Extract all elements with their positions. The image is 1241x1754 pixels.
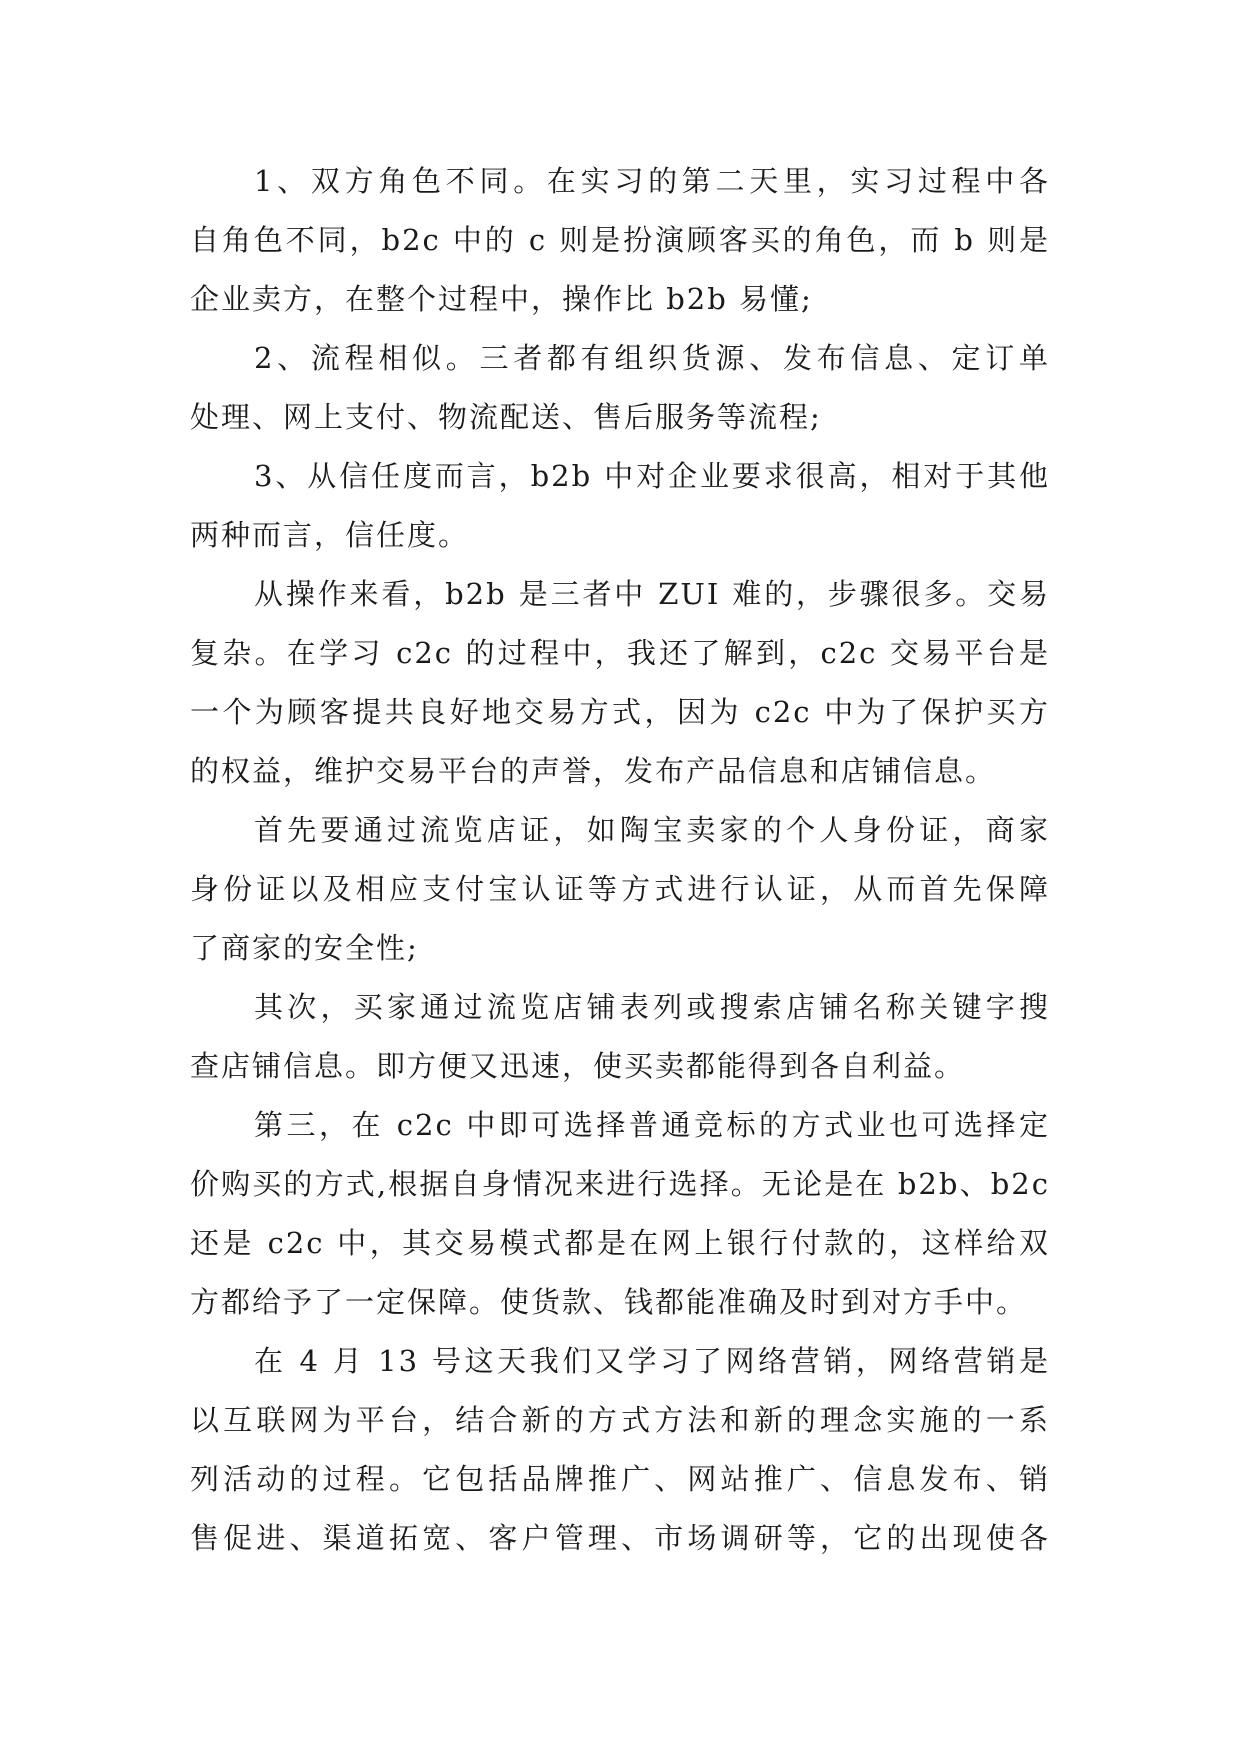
text-line: 查店铺信息。即方便又迅速，使买卖都能得到各自利益。 <box>190 1049 966 1083</box>
text-line: 从操作来看，b2b 是三者中 ZUI 难的，步骤很多。交易 <box>254 577 1050 611</box>
text-line: 还是 c2c 中，其交易模式都是在网上银行付款的，这样给双 <box>190 1226 1050 1260</box>
text-line: 首先要通过流览店证，如陶宝卖家的个人身份证，商家 <box>254 813 1050 847</box>
text-line: 以互联网为平台，结合新的方式方法和新的理念实施的一系 <box>190 1403 1050 1437</box>
paragraph-first <box>190 801 1050 978</box>
text-line: 在 4 月 13 号这天我们又学习了网络营销，网络营销是 <box>254 1344 1050 1378</box>
text-line: 其次，买家通过流览店铺表列或搜索店铺名称关键字搜 <box>254 990 1050 1024</box>
paragraph-third <box>190 1096 1050 1332</box>
paragraph-network-marketing <box>190 1332 1050 1568</box>
paragraph-trust <box>190 447 1050 565</box>
text-line: 自角色不同，b2c 中的 c 则是扮演顾客买的角色，而 b 则是 <box>190 223 1050 257</box>
text-line: 价购买的方式,根据自身情况来进行选择。无论是在 b2b、b2c <box>190 1167 1050 1201</box>
text-line: 的权益，维护交易平台的声誉，发布产品信息和店铺信息。 <box>190 754 997 788</box>
text-line: 售促进、渠道拓宽、客户管理、市场调研等，它的出现使各 <box>190 1521 1050 1555</box>
paragraph-second <box>190 978 1050 1096</box>
text-line: 列活动的过程。它包括品牌推广、网站推广、信息发布、销 <box>190 1462 1050 1496</box>
text-line: 方都给予了一定保障。使货款、钱都能准确及时到对方手中。 <box>190 1285 1028 1319</box>
paragraph-process-similar <box>190 329 1050 447</box>
paragraph-roles-differ <box>190 152 1050 329</box>
text-line: 复杂。在学习 c2c 的过程中，我还了解到，c2c 交易平台是 <box>190 636 1050 670</box>
document-body <box>190 152 1050 1568</box>
text-line: 两种而言，信任度。 <box>190 518 470 552</box>
text-line: 了商家的安全性; <box>190 931 419 965</box>
text-line: 处理、网上支付、物流配送、售后服务等流程; <box>190 400 822 434</box>
text-line: 1、双方角色不同。在实习的第二天里，实习过程中各 <box>254 164 1050 198</box>
text-line: 3、从信任度而言，b2b 中对企业要求很高，相对于其他 <box>254 459 1050 493</box>
text-line: 身份证以及相应支付宝认证等方式进行认证，从而首先保障 <box>190 872 1050 906</box>
text-line: 企业卖方，在整个过程中，操作比 b2b 易懂; <box>190 282 813 316</box>
text-line: 2、流程相似。三者都有组织货源、发布信息、定订单 <box>254 341 1050 375</box>
text-line: 一个为顾客提共良好地交易方式，因为 c2c 中为了保护买方 <box>190 695 1050 729</box>
text-line: 第三，在 c2c 中即可选择普通竞标的方式业也可选择定 <box>254 1108 1050 1142</box>
paragraph-operation <box>190 565 1050 801</box>
